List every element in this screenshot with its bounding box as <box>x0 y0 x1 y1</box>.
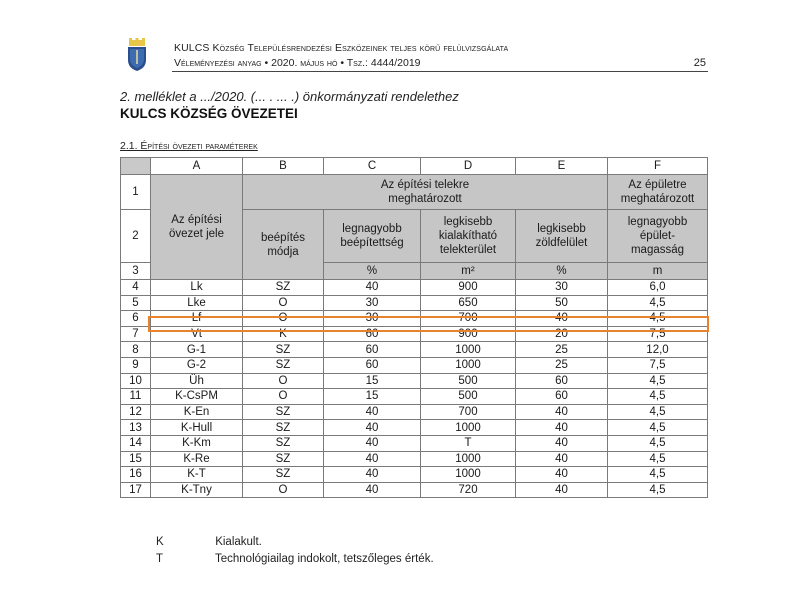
zone-code-cell: K-Hull <box>151 420 243 436</box>
table-row <box>121 420 708 436</box>
height-cell: 6,0 <box>608 280 708 296</box>
table-row <box>121 389 708 405</box>
height-cell: 4,5 <box>608 467 708 483</box>
build-mode-cell: SZ <box>243 451 324 467</box>
green-area-cell: 40 <box>516 420 608 436</box>
plot-area-cell: 1000 <box>421 420 516 436</box>
coverage-cell: 30 <box>324 295 421 311</box>
header-project-description: Község Településrendezési Eszközeinek teljes körű felülvizsgálata <box>212 42 509 54</box>
coverage-cell: 60 <box>324 342 421 358</box>
legend-item <box>156 536 434 553</box>
build-mode-cell: SZ <box>243 342 324 358</box>
row-number: 3 <box>121 263 151 280</box>
row-number: 8 <box>121 342 151 358</box>
height-cell: 4,5 <box>608 373 708 389</box>
table-row <box>121 467 708 483</box>
column-letter-f: F <box>608 158 708 175</box>
unit-height: m <box>608 263 708 280</box>
header-zone-code: Az építési övezet jele <box>151 175 243 280</box>
coverage-cell: 40 <box>324 482 421 498</box>
table-row <box>121 373 708 389</box>
table-row <box>121 482 708 498</box>
unit-coverage: % <box>324 263 421 280</box>
plot-area-cell: 500 <box>421 373 516 389</box>
green-area-cell: 25 <box>516 342 608 358</box>
column-letter-b: B <box>243 158 324 175</box>
build-mode-cell: SZ <box>243 404 324 420</box>
page-number: 25 <box>693 57 706 69</box>
header-plot-group: Az építési telekre meghatározott <box>243 175 608 210</box>
build-mode-cell: O <box>243 311 324 327</box>
zone-code-cell: Vt <box>151 326 243 342</box>
coverage-cell: 40 <box>324 280 421 296</box>
row-number: 11 <box>121 389 151 405</box>
column-letter-e: E <box>516 158 608 175</box>
legend-item <box>156 553 434 570</box>
green-area-cell: 40 <box>516 482 608 498</box>
build-mode-cell: SZ <box>243 467 324 483</box>
zone-code-cell: Lk <box>151 280 243 296</box>
green-area-cell: 50 <box>516 295 608 311</box>
height-cell: 4,5 <box>608 482 708 498</box>
zone-code-cell: K-Km <box>151 435 243 451</box>
plot-area-cell: 650 <box>421 295 516 311</box>
row-number: 10 <box>121 373 151 389</box>
row-number: 2 <box>121 210 151 263</box>
row-number: 1 <box>121 175 151 210</box>
zone-code-cell: K-Re <box>151 451 243 467</box>
header-building-group: Az épületre meghatározott <box>608 175 708 210</box>
header-subtitle: Véleményezési anyag • 2020. május hó • Tsz.: 4444/2019 <box>174 57 421 69</box>
green-area-cell: 25 <box>516 357 608 373</box>
header-town-name: KULCS <box>174 42 210 54</box>
header-min-green: legkisebb zöldfelület <box>516 210 608 263</box>
table-row <box>121 435 708 451</box>
row-number: 14 <box>121 435 151 451</box>
table-row <box>121 326 708 342</box>
table-row <box>121 357 708 373</box>
green-area-cell: 20 <box>516 326 608 342</box>
header-project-title <box>174 42 508 54</box>
height-cell: 4,5 <box>608 295 708 311</box>
build-mode-cell: O <box>243 295 324 311</box>
unit-green: % <box>516 263 608 280</box>
coverage-cell: 40 <box>324 467 421 483</box>
build-mode-cell: SZ <box>243 357 324 373</box>
plot-area-cell: 900 <box>421 326 516 342</box>
coverage-cell: 60 <box>324 357 421 373</box>
header-max-height: legnagyobb épület-magasság <box>608 210 708 263</box>
header-divider <box>172 71 708 72</box>
zone-code-cell: G-1 <box>151 342 243 358</box>
table-row <box>121 280 708 296</box>
height-cell: 7,5 <box>608 326 708 342</box>
height-cell: 4,5 <box>608 389 708 405</box>
green-area-cell: 40 <box>516 467 608 483</box>
height-cell: 12,0 <box>608 342 708 358</box>
zone-code-cell: K-CsPM <box>151 389 243 405</box>
header-build-mode: beépítés módja <box>243 210 324 280</box>
build-mode-cell: SZ <box>243 435 324 451</box>
green-area-cell: 40 <box>516 311 608 327</box>
zone-code-cell: K-En <box>151 404 243 420</box>
legend-key: T <box>156 553 164 565</box>
legend-text: Technológiailag indokolt, tetszőleges érték. <box>215 553 434 565</box>
build-mode-cell: O <box>243 482 324 498</box>
header-row-1 <box>121 175 708 210</box>
plot-area-cell: 700 <box>421 311 516 327</box>
height-cell: 4,5 <box>608 420 708 436</box>
zone-code-cell: G-2 <box>151 357 243 373</box>
column-letter-d: D <box>421 158 516 175</box>
plot-area-cell: T <box>421 435 516 451</box>
height-cell: 4,5 <box>608 404 708 420</box>
column-letter-c: C <box>324 158 421 175</box>
annex-reference: 2. melléklet a .../2020. (... . ... .) önkormányzati rendelethez <box>120 89 459 104</box>
table-row <box>121 295 708 311</box>
row-number: 12 <box>121 404 151 420</box>
zone-code-cell: K-Tny <box>151 482 243 498</box>
coverage-cell: 30 <box>324 311 421 327</box>
green-area-cell: 40 <box>516 435 608 451</box>
plot-area-cell: 500 <box>421 389 516 405</box>
plot-area-cell: 700 <box>421 404 516 420</box>
plot-area-cell: 1000 <box>421 451 516 467</box>
section-heading: 2.1. Építési övezeti paraméterek <box>120 140 258 152</box>
column-letter-a: A <box>151 158 243 175</box>
coverage-cell: 15 <box>324 373 421 389</box>
coat-of-arms-icon <box>126 38 148 72</box>
table-row <box>121 342 708 358</box>
height-cell: 7,5 <box>608 357 708 373</box>
plot-area-cell: 900 <box>421 280 516 296</box>
column-letters-row <box>121 158 708 175</box>
build-mode-cell: SZ <box>243 420 324 436</box>
plot-area-cell: 1000 <box>421 342 516 358</box>
legend <box>156 536 434 570</box>
coverage-cell: 60 <box>324 326 421 342</box>
legend-key: K <box>156 536 164 548</box>
legend-text: Kialakult. <box>215 536 262 548</box>
table-row <box>121 451 708 467</box>
plot-area-cell: 1000 <box>421 357 516 373</box>
build-mode-cell: SZ <box>243 280 324 296</box>
plot-area-cell: 1000 <box>421 467 516 483</box>
row-number: 13 <box>121 420 151 436</box>
coverage-cell: 40 <box>324 404 421 420</box>
green-area-cell: 30 <box>516 280 608 296</box>
height-cell: 4,5 <box>608 451 708 467</box>
row-number: 16 <box>121 467 151 483</box>
row-number: 7 <box>121 326 151 342</box>
table-row <box>121 404 708 420</box>
row-number: 5 <box>121 295 151 311</box>
build-mode-cell: O <box>243 373 324 389</box>
document-title: KULCS KÖZSÉG ÖVEZETEI <box>120 106 298 121</box>
green-area-cell: 40 <box>516 404 608 420</box>
coverage-cell: 40 <box>324 451 421 467</box>
plot-area-cell: 720 <box>421 482 516 498</box>
table-row <box>121 311 708 327</box>
row-number: 4 <box>121 280 151 296</box>
height-cell: 4,5 <box>608 311 708 327</box>
row-number: 17 <box>121 482 151 498</box>
zone-code-cell: Lke <box>151 295 243 311</box>
height-cell: 4,5 <box>608 435 708 451</box>
green-area-cell: 60 <box>516 389 608 405</box>
unit-area: m² <box>421 263 516 280</box>
zone-code-cell: K-T <box>151 467 243 483</box>
green-area-cell: 60 <box>516 373 608 389</box>
page-header <box>118 38 708 74</box>
row-number: 15 <box>121 451 151 467</box>
coverage-cell: 40 <box>324 435 421 451</box>
build-mode-cell: K <box>243 326 324 342</box>
coverage-cell: 40 <box>324 420 421 436</box>
row-number: 6 <box>121 311 151 327</box>
header-min-plot-area: legkisebb kialakítható telekterület <box>421 210 516 263</box>
zone-code-cell: Üh <box>151 373 243 389</box>
zone-code-cell: Lf <box>151 311 243 327</box>
coverage-cell: 15 <box>324 389 421 405</box>
build-mode-cell: O <box>243 389 324 405</box>
header-max-coverage: legnagyobb beépítettség <box>324 210 421 263</box>
table-corner-cell <box>121 158 151 175</box>
zone-parameters-table <box>120 157 708 498</box>
green-area-cell: 40 <box>516 451 608 467</box>
row-number: 9 <box>121 357 151 373</box>
